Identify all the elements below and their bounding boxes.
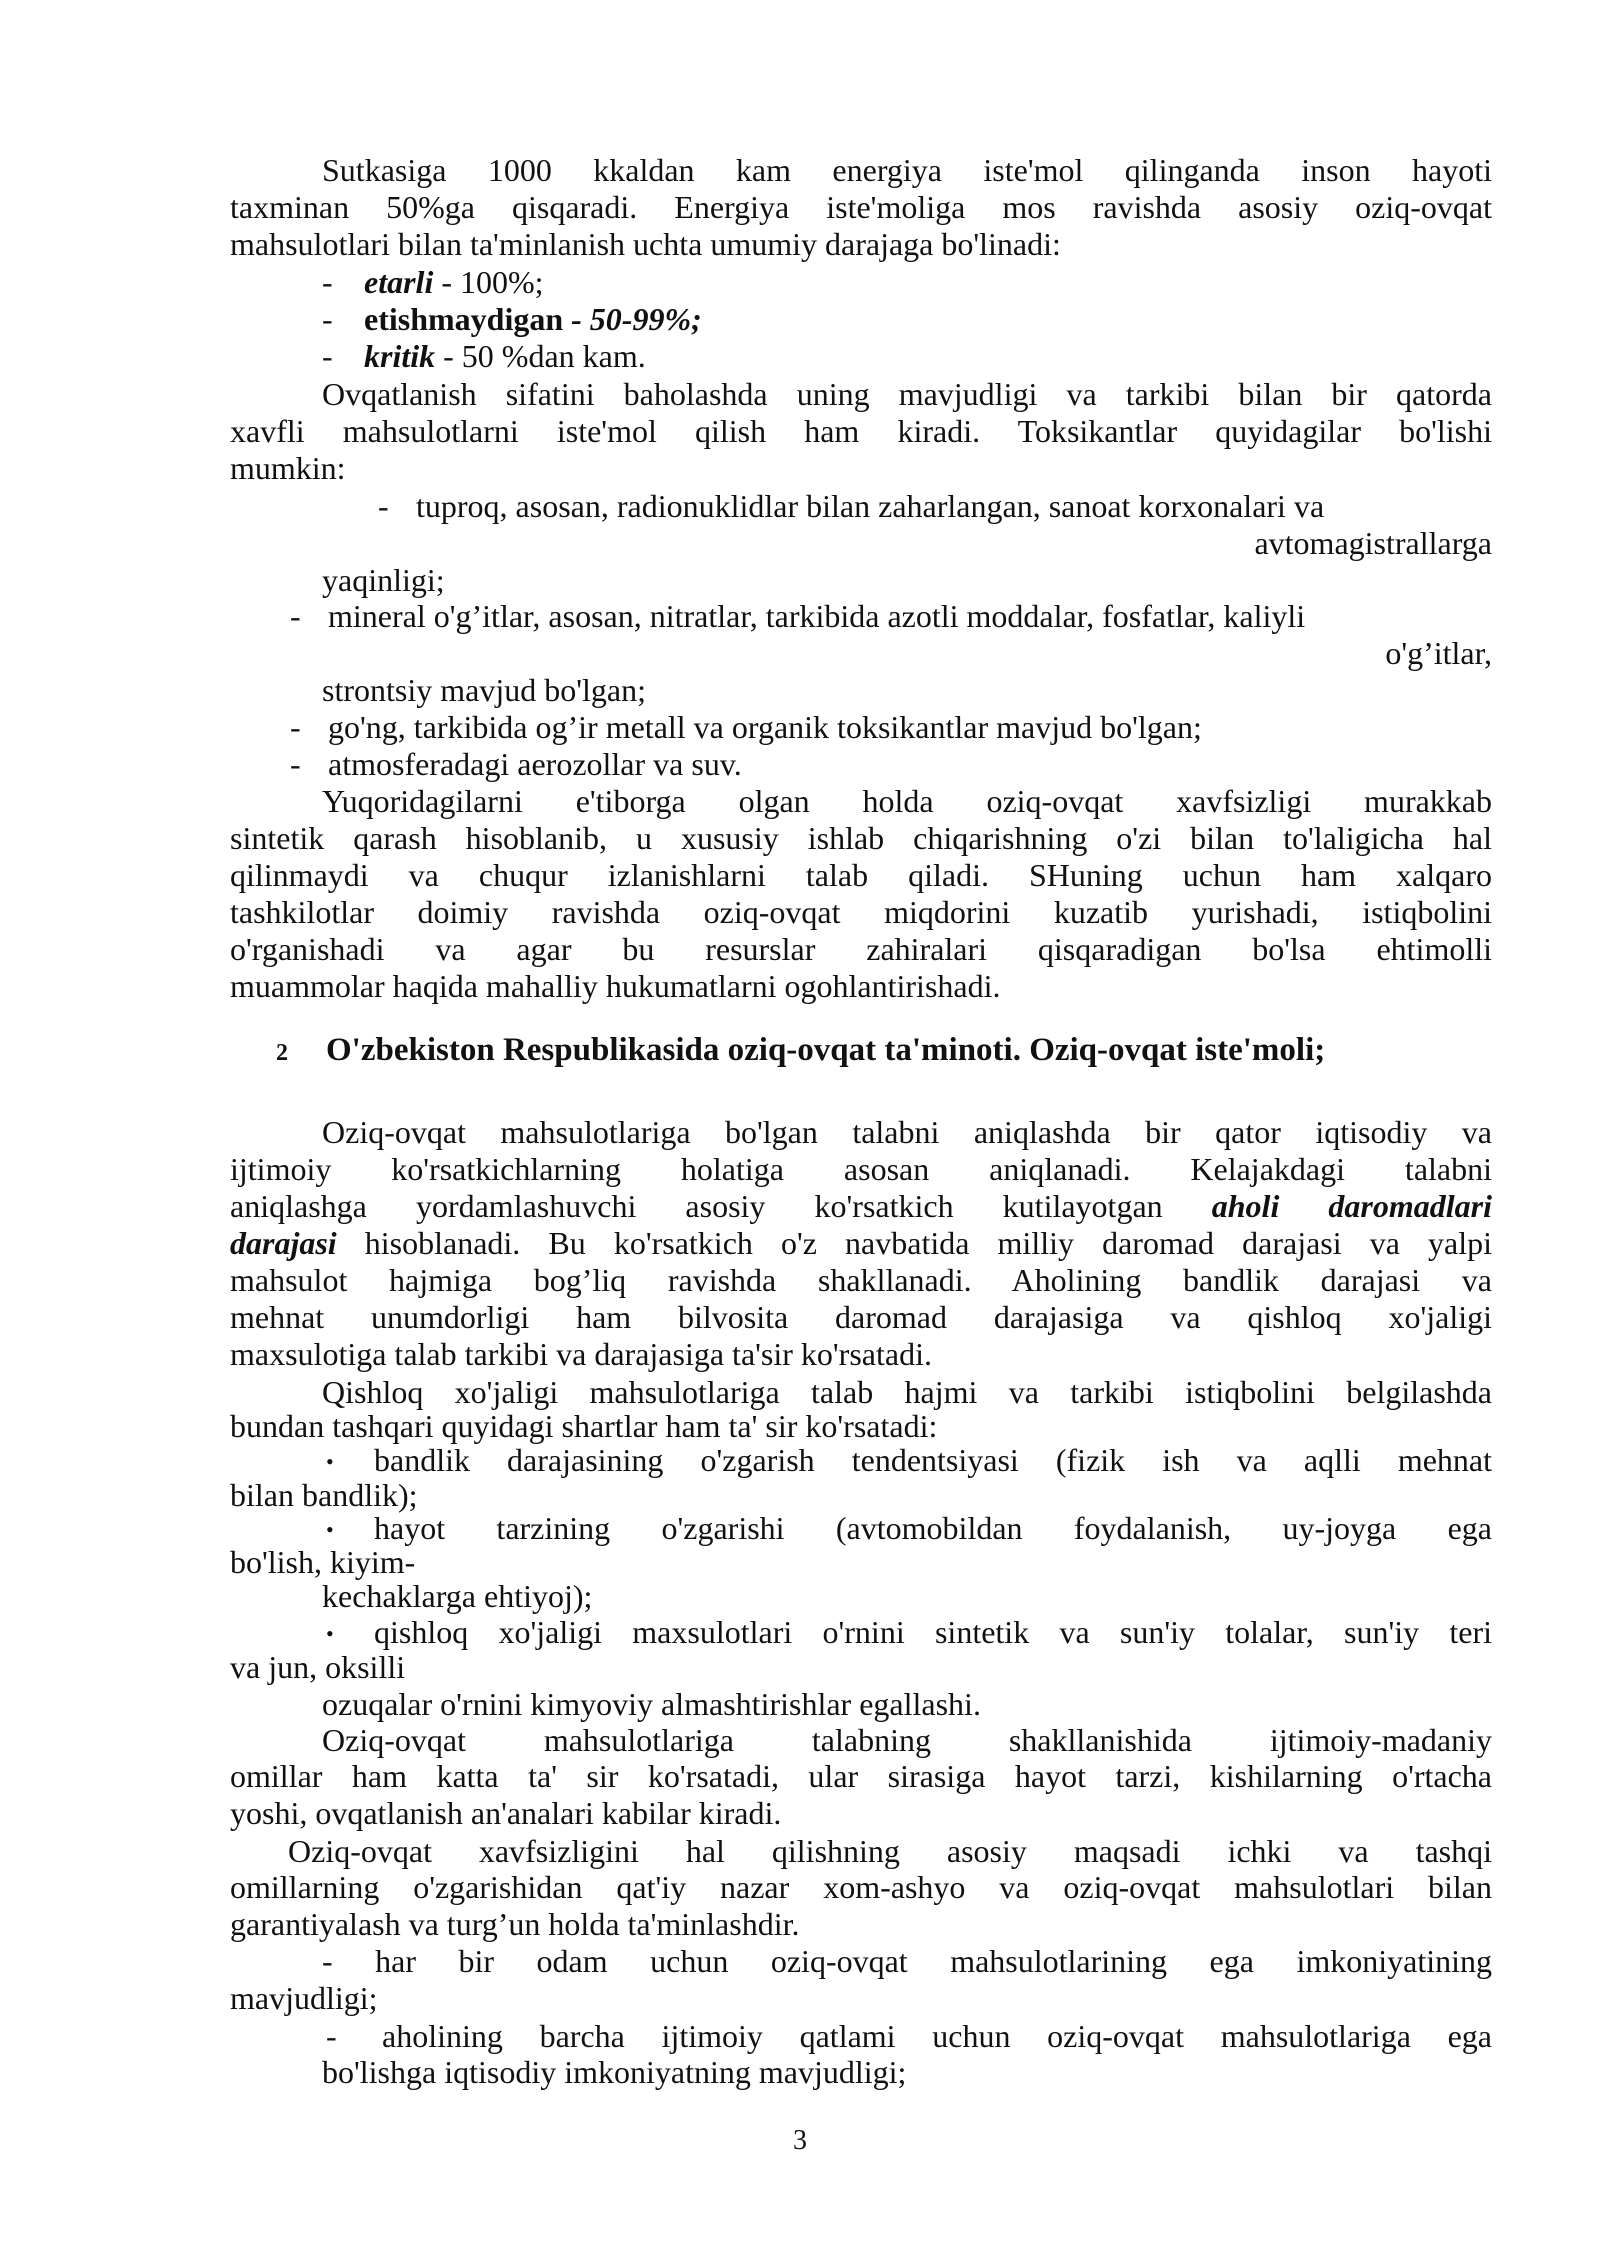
list-item [290,746,1492,783]
paragraph-line [230,1225,1492,1262]
paragraph-line: qilinmaydi va chuqur izlanishlarni talab qiladi. SHuning uchun ham xalqaro [230,857,1492,893]
text-run: aniqlashga yordamlashuvchi asosiy ko'rsatkich kutilayotgan [230,1188,1212,1224]
emphasis-text: aholi daromadlari [1211,1188,1493,1224]
paragraph-line: mehnat unumdorligi ham bilvosita daromad darajasiga va qishloq xo'jaligi [230,1299,1492,1335]
list-item-text: atmosferadagi aerozollar va suv. [328,746,742,782]
list-item-continuation: mavjudligi; [230,1980,378,2016]
bullet-marker: • [326,1517,334,1542]
bullet-item [326,1442,1492,1480]
bullet-continuation: bilan bandlik); [230,1477,418,1513]
paragraph-line: ijtimoiy ko'rsatkichlarning holatiga asosan aniqlanadi. Kelajakdagi talabni [230,1151,1492,1187]
level-value: - 50 %dan kam. [435,338,646,374]
bullet-marker: • [326,1449,334,1474]
bullet-text: qishloq xo'jaligi maxsulotlari o'rnini sintetik va sun'iy tolalar, sun'iy teri [374,1614,1492,1650]
dash-marker: - [290,598,301,634]
paragraph-line: Ovqatlanish sifatini baholashda uning mavjudligi va tarkibi bilan bir qatorda [322,376,1492,412]
section-title: O'zbekiston Respublikasida oziq-ovqat ta'minoti. Oziq-ovqat iste'moli; [326,1032,1326,1068]
paragraph-line: mahsulotlari bilan ta'minlanish uchta umumiy darajaga bo'linadi: [230,226,1061,262]
list-item-continuation: yaqinligi; [322,562,445,598]
bullet-continuation: ozuqalar o'rnini kimyoviy almashtirishlar egallashi. [322,1686,981,1722]
dash-marker: - [378,488,389,524]
bullet-continuation: kechaklarga ehtiyoj); [322,1578,593,1614]
paragraph-line: omillar ham katta ta' sir ko'rsatadi, ular sirasiga hayot tarzi, kishilarning o'rtacha [230,1758,1492,1794]
paragraph-line: omillarning o'zgarishidan qat'iy nazar xom-ashyo va oziq-ovqat mahsulotlari bilan [230,1869,1492,1905]
bullet-continuation: va jun, oksilli [230,1649,406,1685]
bullet-item [326,1614,1492,1652]
bullet-text: hayot tarzining o'zgarishi (avtomobildan foydalanish, uy-joyga ega [374,1510,1492,1546]
list-item [290,598,1492,635]
list-item [322,301,1492,338]
paragraph-line: Oziq-ovqat mahsulotlariga talabning shakllanishida ijtimoiy-madaniy [322,1722,1492,1758]
level-value: - 100%; [433,264,544,300]
page-number: 3 [793,2125,807,2156]
list-item [322,264,1492,301]
dash-marker: - [326,2018,337,2054]
paragraph-line: tashkilotlar doimiy ravishda oziq-ovqat miqdorini kuzatib yurishadi, istiqbolini [230,894,1492,930]
paragraph-line: taxminan 50%ga qisqaradi. Energiya iste'moliga mos ravishda asosiy oziq-ovqat [230,189,1492,225]
list-item [322,338,1492,375]
paragraph-line [230,1188,1492,1225]
list-item [378,488,1492,525]
bullet-text: bandlik darajasining o'zgarish tendentsiyasi (fizik ish va aqlli mehnat [374,1442,1492,1478]
list-item-text: tuproq, asosan, radionuklidlar bilan zaharlangan, sanoat korxonalari va [416,488,1325,524]
list-item-text: mineral o'g’itlar, asosan, nitratlar, tarkibida azotli moddalar, fosfatlar, kaliyli [328,598,1306,634]
text-run: hisoblanadi. Bu ko'rsatkich o'z navbatida milliy daromad darajasi va yalpi [336,1225,1492,1261]
dash-marker: - [290,746,301,782]
paragraph-line: Qishloq xo'jaligi mahsulotlariga talab hajmi va tarkibi istiqbolini belgilashda [322,1374,1492,1410]
paragraph-line: xavfli mahsulotlarni iste'mol qilish ham kiradi. Toksikantlar quyidagilar bo'lishi [230,413,1492,449]
level-term: etishmaydigan [364,301,564,337]
bullet-continuation: bo'lish, kiyim- [230,1544,416,1580]
paragraph-line: sintetik qarash hisoblanib, u xususiy ishlab chiqarishning o'zi bilan to'laligicha hal [230,820,1492,856]
level-value: - 50-99%; [563,301,702,337]
bullet-marker: • [326,1621,334,1646]
list-item-continuation: avtomagistrallarga [1254,525,1492,561]
list-item-text: go'ng, tarkibida og’ir metall va organik toksikantlar mavjud bo'lgan; [328,709,1202,745]
paragraph-line: Yuqoridagilarni e'tiborga olgan holda oziq-ovqat xavfsizligi murakkab [322,783,1492,819]
level-term: kritik [364,338,436,374]
emphasis-text: darajasi [230,1225,337,1261]
dash-marker: - [322,264,333,300]
level-term: etarli [364,264,434,300]
dash-marker: - [322,301,333,337]
list-item-text: aholining barcha ijtimoiy qatlami uchun oziq-ovqat mahsulotlariga ega [382,2018,1492,2054]
bullet-item [326,1510,1492,1548]
paragraph-line: bundan tashqari quyidagi shartlar ham ta' sir ko'rsatadi: [230,1408,938,1444]
list-item [290,709,1492,746]
paragraph-line: mumkin: [230,450,346,486]
list-item-continuation: strontsiy mavjud bo'lgan; [322,672,646,708]
paragraph-line: Oziq-ovqat xavfsizligini hal qilishning asosiy maqsadi ichki va tashqi [288,1833,1492,1869]
paragraph-line: muammolar haqida mahalliy hukumatlarni ogohlantirishadi. [230,968,1001,1004]
list-item-continuation: o'g’itlar, [1385,635,1492,671]
list-item-continuation: bo'lishga iqtisodiy imkoniyatning mavjudligi; [322,2054,907,2090]
paragraph-line: yoshi, ovqatlanish an'analari kabilar kiradi. [230,1795,782,1831]
paragraph-line: garantiyalash va turg’un holda ta'minlashdir. [230,1906,800,1942]
list-item [326,2018,1492,2055]
section-heading [276,1032,1325,1072]
paragraph-line: maxsulotiga talab tarkibi va darajasiga ta'sir ko'rsatadi. [230,1336,932,1372]
paragraph-line: Oziq-ovqat mahsulotlariga bo'lgan talabni aniqlashda bir qator iqtisodiy va [322,1114,1492,1150]
dash-marker: - [290,709,301,745]
paragraph-line: mahsulot hajmiga bog’liq ravishda shakllanadi. Aholining bandlik darajasi va [230,1262,1492,1298]
list-item: - har bir odam uchun oziq-ovqat mahsulotlarining ega imkoniyatining [322,1943,1492,1979]
paragraph-line: Sutkasiga 1000 kkaldan kam energiya iste'mol qilinganda inson hayoti [322,152,1492,188]
dash-marker: - [322,338,333,374]
section-number: 2 [276,1040,288,1066]
paragraph-line: o'rganishadi va agar bu resurslar zahiralari qisqaradigan bo'lsa ehtimolli [230,931,1492,967]
